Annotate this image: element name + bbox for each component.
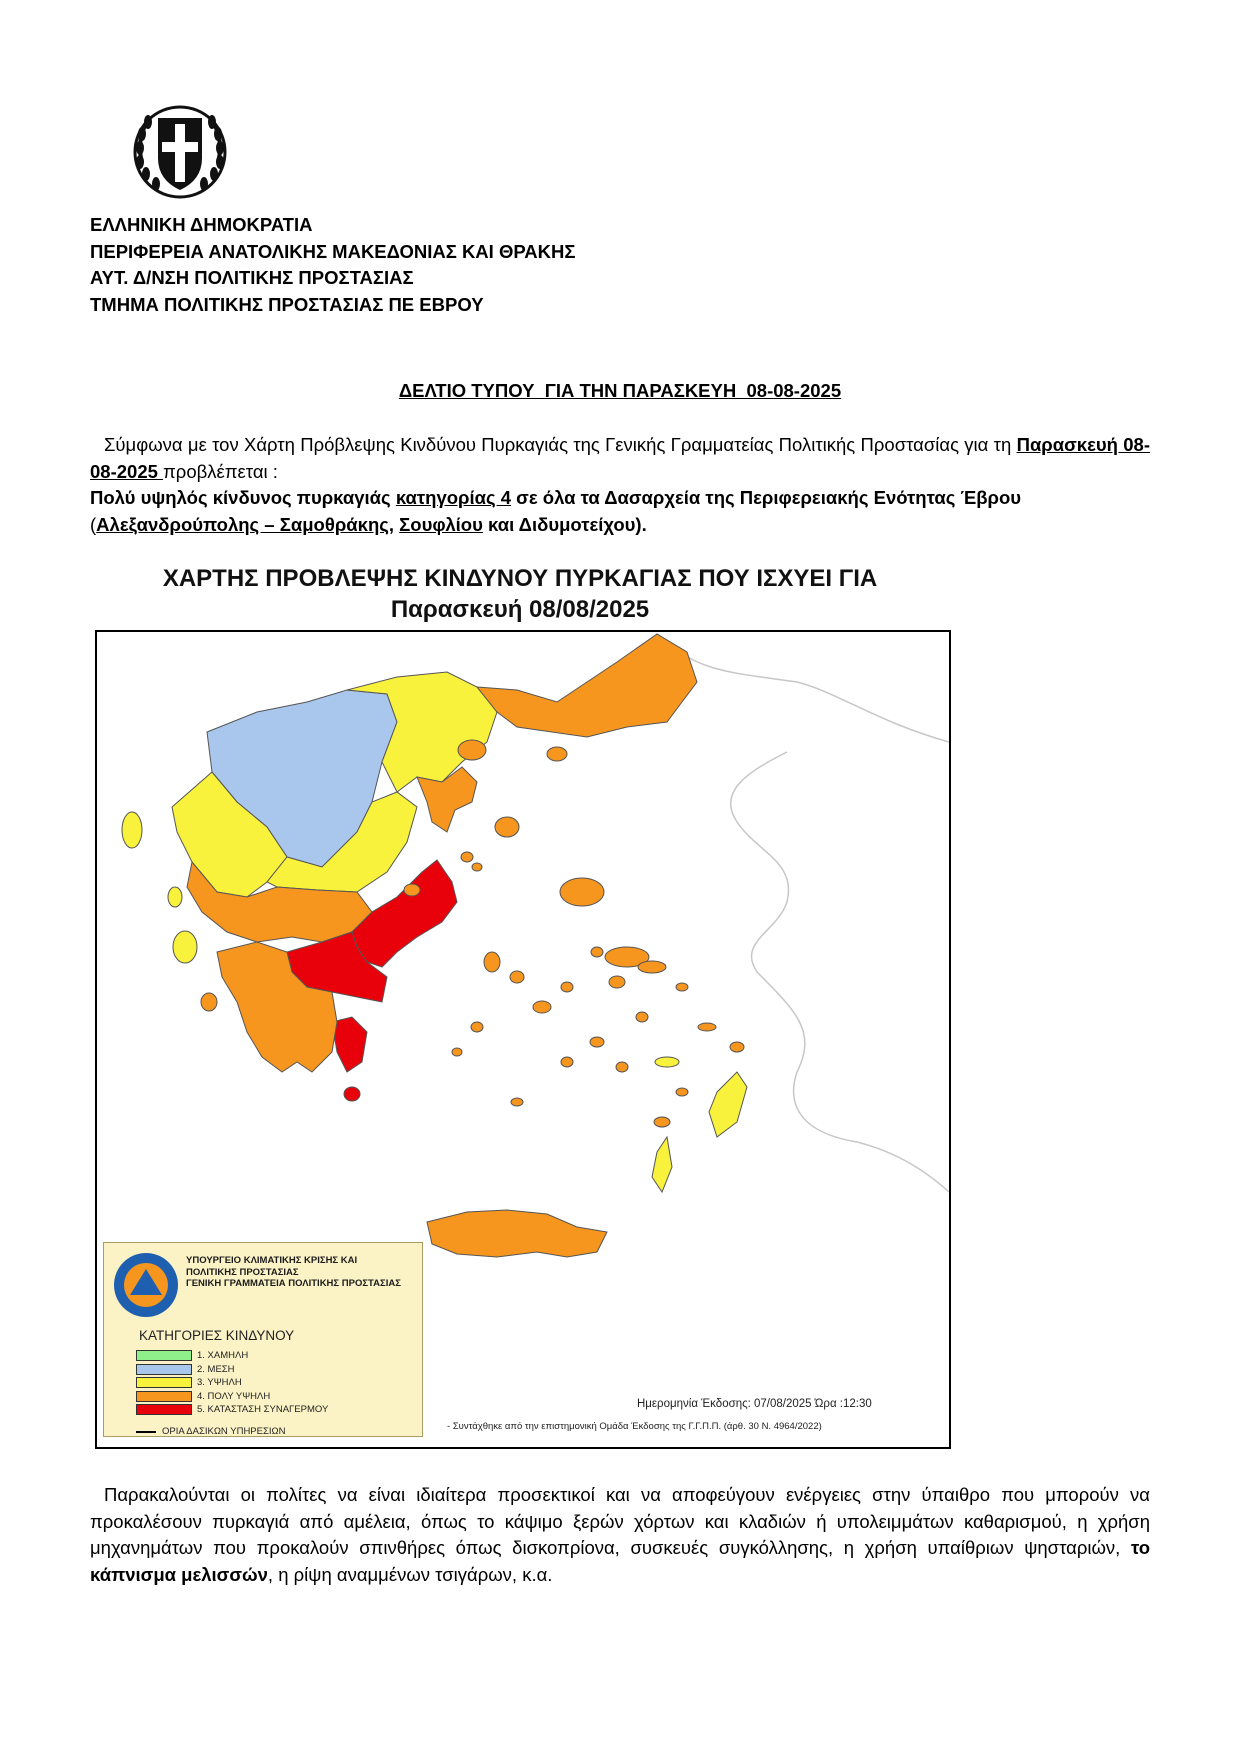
ministry-line-1: ΥΠΟΥΡΓΕΙΟ ΚΛΙΜΑΤΙΚΗΣ ΚΡΙΣΗΣ ΚΑΙ [186, 1255, 358, 1266]
island-lemnos [495, 817, 519, 837]
org-line-country: ΕΛΛΗΝΙΚΗ ΔΗΜΟΚΡΑΤΙΑ [90, 214, 313, 235]
map-credit: - Συντάχθηκε από την επιστημονική Ομάδα Έκδοσης της Γ.Γ.Π.Π. (άρθ. 30 Ν. 4964/2022) [447, 1421, 822, 1432]
legend-forest-border [136, 1426, 285, 1437]
org-line-directorate: ΑΥΤ. Δ/ΝΣΗ ΠΟΛΙΤΙΚΗΣ ΠΡΟΣΤΑΣΙΑΣ [90, 267, 414, 288]
greek-republic-emblem-icon [130, 100, 230, 200]
legend-label-medium: 2. ΜΕΣΗ [197, 1363, 235, 1375]
intro-paragraph [90, 432, 1150, 538]
legend-swatch-low [136, 1350, 192, 1361]
island-kefalonia [173, 931, 197, 963]
legend-item-high [136, 1376, 328, 1389]
island-ikaria [638, 961, 666, 973]
region-eastern-macedonia-thrace [477, 634, 697, 737]
forestry-soufli: Σουφλίου [399, 513, 483, 535]
legend-item-low [136, 1349, 328, 1362]
ministry-line-2: ΠΟΛΙΤΙΚΗΣ ΠΡΟΣΤΑΣΙΑΣ [186, 1266, 299, 1278]
legend-items [136, 1349, 328, 1417]
forest-border-line-icon [136, 1431, 156, 1433]
org-line-region: ΠΕΡΙΦΕΡΕΙΑ ΑΝΑΤΟΛΙΚΗΣ ΜΑΚΕΔΟΝΙΑΣ ΚΑΙ ΘΡΑΚΗΣ [90, 240, 576, 262]
risk-area: σε όλα τα Δασαρχεία της Περιφερειακής Ενότητας Έβρου [511, 487, 1022, 508]
forestry-alexandroupoli-samothraki: Αλεξανδρούπολης – Σαμοθράκης [96, 513, 389, 535]
legend-label-high: 3. ΥΨΗΛΗ [197, 1377, 242, 1388]
island-lesvos [560, 878, 604, 906]
paren-open: ( [90, 513, 97, 535]
map-title-line-2: Παρασκευή 08/08/2025 [390, 596, 650, 623]
legend-label-low: 1. ΧΑΜΗΛΗ [197, 1350, 249, 1361]
map-title [90, 563, 950, 625]
advisory-paragraph [90, 1482, 1150, 1588]
map-title-line-1: ΧΑΡΤΗΣ ΠΡΟΒΛΕΨΗΣ ΚΙΝΔΥΝΟΥ ΠΥΡΚΑΓΙΑΣ ΠΟΥ ΙΣΧΥΕΙ ΓΙΑ [162, 565, 878, 592]
issue-datetime: Ημερομηνία Έκδοσης: 07/08/2025 Ώρα :12:30 [637, 1398, 872, 1410]
legend-label-very-high: 4. ΠΟΛΥ ΥΨΗΛΗ [197, 1390, 271, 1402]
intro-forecast: προβλέπεται : [163, 460, 278, 482]
fire-risk-map [95, 630, 951, 1449]
advisory-beekeeping: το κάπνισμα μελισσών [90, 1537, 1150, 1585]
advisory-end: , η ρίψη αναμμένων τσιγάρων, κ.α. [267, 1563, 553, 1585]
legend-swatch-alert [136, 1404, 192, 1415]
legend-swatch-medium [136, 1364, 192, 1375]
legend-heading: ΚΑΤΗΓΟΡΙΕΣ ΚΙΝΔΥΝΟΥ [139, 1328, 295, 1343]
legend-item-medium [136, 1363, 328, 1376]
advisory-text: Παρακαλούνται οι πολίτες να είναι ιδιαίτερα προσεκτικοί και να αποφεύγουν ενέργειες στην ύπαιθρο που μπορούν να προκαλέσουν πυρκαγιά από αμέλεια, όπως το κάψιμο ξερών χόρτων και κλαδιών ή υπολειμμάτων καθαρισμού, η χρήση μηχανημάτων που προκαλούν σπινθήρες όπως δισκοπρίονα, συσκευές συγκόλλησης, η χρήση υπαίθριων ψησταριών, [90, 1484, 1150, 1558]
forest-border-label: ΟΡΙΑ ΔΑΣΙΚΩΝ ΥΠΗΡΕΣΙΩΝ [162, 1426, 286, 1437]
intro-text: Σύμφωνα με τον Χάρτη Πρόβλεψης Κινδύνου Πυρκαγιάς της Γενικής Γραμματείας Πολιτικής Προστασίας για τη [104, 434, 1012, 455]
comma: , [388, 513, 400, 535]
legend-item-alert [136, 1403, 328, 1416]
legend-label-alert: 5. ΚΑΤΑΣΤΑΣΗ ΣΥΝΑΓΕΡΜΟΥ [197, 1404, 329, 1415]
issuing-authority [90, 212, 575, 318]
paren-close: ). [635, 513, 647, 535]
civil-protection-logo-icon [112, 1251, 180, 1319]
legend-swatch-very-high [136, 1391, 192, 1402]
risk-statement: Πολύ υψηλός κίνδυνος πυρκαγιάς [90, 487, 396, 508]
legend-item-very-high [136, 1390, 328, 1403]
region-crete [427, 1210, 607, 1257]
risk-category: κατηγορίας 4 [395, 487, 512, 508]
region-laconia [332, 1017, 367, 1072]
island-corfu [122, 812, 142, 848]
forecast-date: Παρασκευή 08-08-2025 [90, 434, 1150, 482]
island-lefkada [168, 887, 182, 907]
ministry-name [186, 1255, 401, 1290]
island-zakynthos [201, 993, 217, 1011]
island-thasos [458, 740, 486, 760]
turkey-coastline [657, 634, 949, 1192]
island-kythira [344, 1087, 360, 1101]
map-legend [103, 1242, 423, 1437]
press-release-title: ΔΕΛΤΙΟ ΤΥΠΟΥ ΓΙΑ ΤΗΝ ΠΑΡΑΣΚΕΥΗ 08-08-2025 [398, 380, 842, 401]
island-kos [655, 1057, 679, 1067]
org-line-department: ΤΜΗΜΑ ΠΟΛΙΤΙΚΗΣ ΠΡΟΣΤΑΣΙΑΣ ΠΕ ΕΒΡΟΥ [90, 293, 484, 315]
ministry-line-3: ΓΕΝΙΚΗ ΓΡΑΜΜΑΤΕΙΑ ΠΟΛΙΤΙΚΗΣ ΠΡΟΣΤΑΣΙΑΣ [186, 1278, 401, 1289]
legend-swatch-high [136, 1377, 192, 1388]
island-karpathos [652, 1137, 672, 1192]
island-samothraki [547, 747, 567, 761]
island-rhodes [709, 1072, 747, 1137]
forestry-didymoteicho: και Διδυμοτείχου [482, 513, 636, 535]
